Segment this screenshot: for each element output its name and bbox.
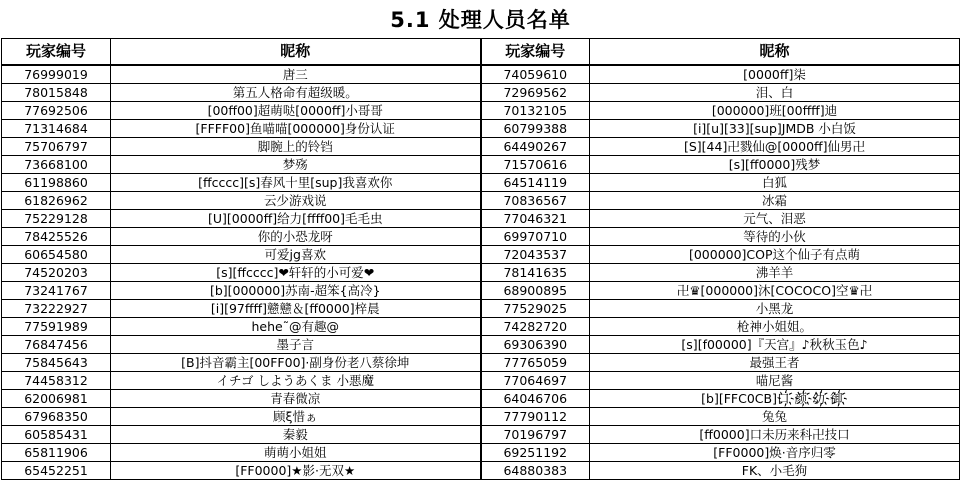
- table-row: [2, 444, 960, 462]
- nickname-cell: 可爱jg喜欢: [111, 246, 481, 264]
- player-id-cell: 60799388: [481, 120, 590, 138]
- nickname-cell: [000000]COP这个仙子有点萌: [590, 246, 960, 264]
- table-header-row: [2, 39, 960, 66]
- table-row: [2, 84, 960, 102]
- player-id-cell: 75845643: [2, 354, 111, 372]
- nickname-cell: [0000ff]柒: [590, 65, 960, 84]
- nickname-cell: 第五人格命有超级暖。: [111, 84, 481, 102]
- nickname-cell: [s][ff0000]残梦: [590, 156, 960, 174]
- player-id-cell: 64490267: [481, 138, 590, 156]
- table-row: [2, 174, 960, 192]
- nickname-cell: [ffcccc][s]春风十里[sup]我喜欢你: [111, 174, 481, 192]
- player-id-cell: 73241767: [2, 282, 111, 300]
- player-id-cell: 64514119: [481, 174, 590, 192]
- player-id-cell: 62006981: [2, 390, 111, 408]
- table-row: [2, 210, 960, 228]
- table-row: [2, 120, 960, 138]
- player-id-cell: 70836567: [481, 192, 590, 210]
- player-id-cell: 60654580: [2, 246, 111, 264]
- nickname-cell: 最强王者: [590, 354, 960, 372]
- player-id-cell: 71314684: [2, 120, 111, 138]
- nickname-cell: [U][0000ff]给力[ffff00]毛毛虫: [111, 210, 481, 228]
- player-id-cell: 78425526: [2, 228, 111, 246]
- nickname-cell: 白狐: [590, 174, 960, 192]
- player-id-cell: 75229128: [2, 210, 111, 228]
- nickname-cell: [FFFF00]鱼喵喵[000000]身份认证: [111, 120, 481, 138]
- player-id-cell: 64880383: [481, 462, 590, 480]
- nickname-cell: [b][000000]苏南-超笨{高冷}: [111, 282, 481, 300]
- table-row: [2, 336, 960, 354]
- title-bar: [0, 0, 961, 38]
- nickname-cell: 等待的小伙: [590, 228, 960, 246]
- player-id-cell: 77790112: [481, 408, 590, 426]
- nickname-cell: 梦殇: [111, 156, 481, 174]
- player-id-cell: 77064697: [481, 372, 590, 390]
- player-id-cell: 77591989: [2, 318, 111, 336]
- player-id-cell: 60585431: [2, 426, 111, 444]
- player-id-cell: 78015848: [2, 84, 111, 102]
- nickname-cell: 小黑龙: [590, 300, 960, 318]
- player-id-cell: 65452251: [2, 462, 111, 480]
- table-row: [2, 390, 960, 408]
- player-id-cell: 75706797: [2, 138, 111, 156]
- player-id-cell: 71570616: [481, 156, 590, 174]
- nickname-cell: 青春微凉: [111, 390, 481, 408]
- column-header-nickname: 昵称: [111, 39, 481, 66]
- nickname-cell: 泪、白: [590, 84, 960, 102]
- nickname-cell: 喵尼酱: [590, 372, 960, 390]
- table-row: [2, 426, 960, 444]
- nickname-cell: 唐三: [111, 65, 481, 84]
- table-row: [2, 156, 960, 174]
- nickname-cell: [000000]班[00ffff]迪: [590, 102, 960, 120]
- player-id-cell: 67968350: [2, 408, 111, 426]
- table-row: [2, 65, 960, 84]
- nickname-cell: 秦毅: [111, 426, 481, 444]
- table-row: [2, 192, 960, 210]
- player-table: [1, 38, 960, 480]
- table-row: [2, 300, 960, 318]
- player-id-cell: 68900895: [481, 282, 590, 300]
- player-id-cell: 61826962: [2, 192, 111, 210]
- nickname-cell: [B]抖音霸主[00FF00]·副身份老八蔡徐坤: [111, 354, 481, 372]
- table-row: [2, 282, 960, 300]
- player-id-cell: 73668100: [2, 156, 111, 174]
- player-id-cell: 72043537: [481, 246, 590, 264]
- nickname-cell: 脚腕上的铃铛: [111, 138, 481, 156]
- player-id-cell: 74282720: [481, 318, 590, 336]
- nickname-cell: [s][f00000]『天宫』♪秋秋玉色♪: [590, 336, 960, 354]
- nickname-cell: [i][97ffff]戆戆＆[ff0000]梓晨: [111, 300, 481, 318]
- nickname-cell: [FF0000]★影·无双★: [111, 462, 481, 480]
- player-id-cell: 70132105: [481, 102, 590, 120]
- table-row: [2, 228, 960, 246]
- nickname-cell: [s][ffcccc]❤轩轩的小可爱❤: [111, 264, 481, 282]
- player-id-cell: 69251192: [481, 444, 590, 462]
- player-id-cell: 65811906: [2, 444, 111, 462]
- table-row: [2, 354, 960, 372]
- player-id-cell: 72969562: [481, 84, 590, 102]
- player-id-cell: 76847456: [2, 336, 111, 354]
- player-id-cell: 64046706: [481, 390, 590, 408]
- player-id-cell: 77765059: [481, 354, 590, 372]
- nickname-cell: 你的小恐龙呀: [111, 228, 481, 246]
- nickname-cell: [i][u][33][sup]JMDB 小白饭: [590, 120, 960, 138]
- player-id-cell: 69306390: [481, 336, 590, 354]
- player-id-cell: 73222927: [2, 300, 111, 318]
- nickname-cell: [FF0000]焕·音序归零: [590, 444, 960, 462]
- nickname-cell: 顾ξ惜ぁ: [111, 408, 481, 426]
- player-id-cell: 61198860: [2, 174, 111, 192]
- nickname-cell: 萌萌小姐姐: [111, 444, 481, 462]
- table-row: [2, 408, 960, 426]
- nickname-cell: 云少游戏说: [111, 192, 481, 210]
- nickname-cell: 兔兔: [590, 408, 960, 426]
- player-id-cell: 78141635: [481, 264, 590, 282]
- table-row: [2, 462, 960, 480]
- player-id-cell: 69970710: [481, 228, 590, 246]
- nickname-cell: [ff0000]口未历来科卍技口: [590, 426, 960, 444]
- player-id-cell: 76999019: [2, 65, 111, 84]
- player-id-cell: 77692506: [2, 102, 111, 120]
- nickname-cell: [00ff00]超萌哒[0000ff]小哥哥: [111, 102, 481, 120]
- table-body: [2, 65, 960, 480]
- nickname-cell: 元气、泪恶: [590, 210, 960, 228]
- page-title: 5.1 处理人员名单: [390, 8, 571, 32]
- column-header-player-id: 玩家编号: [481, 39, 590, 66]
- nickname-cell: イチゴ しようあくま 小悪魔: [111, 372, 481, 390]
- table-row: [2, 264, 960, 282]
- nickname-cell: 墨子言: [111, 336, 481, 354]
- nickname-cell: FK、小毛狗: [590, 462, 960, 480]
- table-row: [2, 318, 960, 336]
- nickname-cell: [b][FFC0CB]口҉颜҉幼҉御҉: [590, 390, 960, 408]
- column-header-nickname: 昵称: [590, 39, 960, 66]
- column-header-player-id: 玩家编号: [2, 39, 111, 66]
- nickname-cell: 卍♛[000000]沐[COCOCO]空♛卍: [590, 282, 960, 300]
- player-id-cell: 74059610: [481, 65, 590, 84]
- nickname-cell: 沸羊羊: [590, 264, 960, 282]
- nickname-cell: [S][44]卍戮仙@[0000ff]仙男卍: [590, 138, 960, 156]
- player-id-cell: 77046321: [481, 210, 590, 228]
- player-id-cell: 74520203: [2, 264, 111, 282]
- nickname-cell: hehe˜@有趣@: [111, 318, 481, 336]
- player-id-cell: 74458312: [2, 372, 111, 390]
- nickname-cell: 冰霜: [590, 192, 960, 210]
- player-id-cell: 77529025: [481, 300, 590, 318]
- table-row: [2, 102, 960, 120]
- table-row: [2, 246, 960, 264]
- player-id-cell: 70196797: [481, 426, 590, 444]
- table-row: [2, 138, 960, 156]
- nickname-cell: 枪神小姐姐。: [590, 318, 960, 336]
- table-row: [2, 372, 960, 390]
